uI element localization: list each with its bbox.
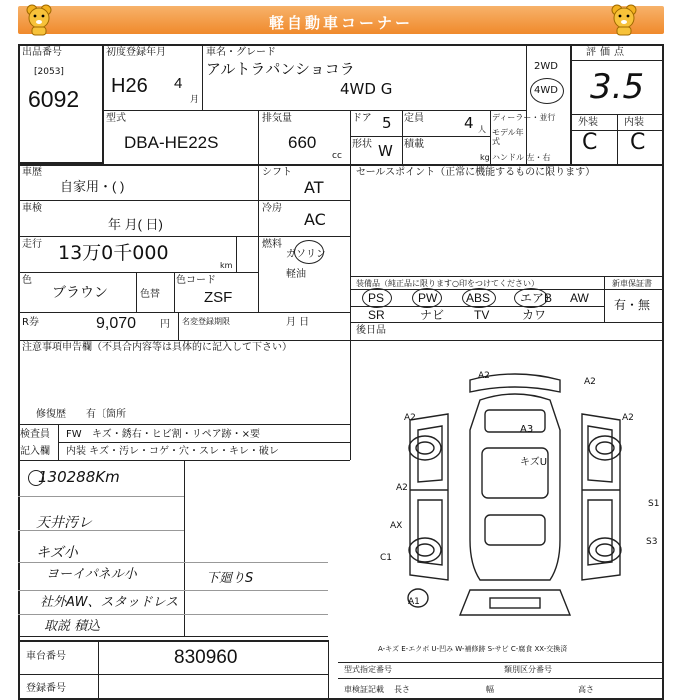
mileage: 13万0千000 (58, 242, 169, 264)
type-designation-label: 型式指定番号 (344, 665, 392, 674)
usage-label: 車歴 (22, 167, 42, 178)
handwritten-mileage: 130288Km (38, 468, 120, 486)
grade: 4WD G (340, 80, 393, 98)
mark-a2-side: A2 (396, 483, 408, 493)
recycle-label: R券 (22, 317, 39, 328)
doors: 5 (382, 114, 392, 132)
mileage-mark-circle (28, 470, 44, 486)
diagram-legend: A-キズ E-エクボ U-凹み W-補修跡 S-サビ C-腐食 XX-交換済 (378, 645, 568, 653)
equipment-label: 装備品（純正品に限ります○印をつけてください） (356, 279, 539, 288)
sales-points-label: セールスポイント（正常に機能するものに限ります） (356, 167, 596, 178)
new-tax-value: 有・無 (614, 298, 651, 312)
arrival-label: 後日品 (356, 325, 386, 336)
mileage-label: 走行 (22, 239, 42, 250)
displacement-unit: cc (332, 151, 342, 161)
equip-airbag-circle (514, 288, 548, 308)
equip-leather: カワ (522, 308, 547, 322)
mark-a2-left: A2 (404, 413, 416, 423)
capacity-label: 定員 (404, 113, 424, 124)
equip-abs-circle (462, 288, 496, 308)
mark-a2-right: A2 (622, 413, 634, 423)
bear-logo-left (22, 2, 56, 36)
name-change-value: 月 日 (286, 317, 310, 328)
bear-logo-right (607, 2, 641, 36)
displacement-label: 排気量 (262, 113, 292, 124)
color-code-label: 色コード (176, 275, 216, 286)
fuel-label: 燃料 (262, 239, 282, 250)
height-label: 高さ (578, 685, 594, 694)
handwritten-note6: 下廻りS (206, 571, 254, 586)
fuel-option-diesel: 軽油 (286, 269, 306, 280)
repair-label: 修復歴 (36, 409, 66, 420)
lot-no-label: 出品番号 (22, 47, 62, 58)
name-change-label: 名変登録期限 (182, 317, 230, 326)
first-reg-month: 4 (174, 75, 183, 92)
ac: AC (304, 210, 326, 229)
banner-title: 軽自動車コーナー (268, 14, 413, 32)
width-label: 幅 (486, 685, 494, 694)
mark-a2-top-right: A2 (584, 377, 596, 387)
shape-label: 形状 (352, 139, 372, 150)
ac-label: 冷房 (262, 203, 282, 214)
equip-abs: ABS (466, 291, 491, 305)
mileage-unit: km (220, 261, 233, 270)
model-label: 型式 (106, 113, 126, 124)
inspector-label: 検査員 (20, 429, 50, 440)
chassis-label: 車台番号 (26, 651, 66, 662)
exterior-label: 外装 (578, 117, 598, 128)
score: 3.5 (590, 67, 645, 107)
handwritten-note5: 取説 積込 (44, 619, 101, 634)
handwritten-note1: 天井汚レ (36, 515, 92, 531)
lot-sub: [2053] (34, 67, 64, 77)
mark-s3: S3 (646, 537, 658, 547)
banner (18, 6, 664, 34)
exterior-grade: C (582, 130, 598, 155)
equip-pw-circle (412, 288, 442, 308)
inspect-items: キズ・銹右・ヒビ割・リペア跡・×要 (92, 429, 260, 440)
first-reg-label: 初度登録年月 (106, 47, 166, 58)
recycle: 9,070 (96, 315, 137, 332)
fw-label: FW (66, 429, 82, 440)
entry-items: 内装 キズ・汚レ・コゲ・穴・スレ・キレ・破レ (66, 446, 279, 457)
handwritten-note2: キズ小 (36, 545, 78, 561)
displacement: 660 (288, 133, 317, 152)
capacity: 4 (464, 114, 474, 132)
equip-navi: ナビ (420, 308, 445, 322)
equip-sr: SR (368, 308, 385, 322)
interior-label: 内装 (624, 117, 644, 128)
color-label: 色 (22, 275, 32, 286)
capacity-unit: 人 (478, 125, 486, 134)
name-grade-label: 車名・グレード (206, 47, 276, 58)
interior-grade: C (630, 130, 646, 155)
handwritten-note4: 社外AW、スタッドレス (40, 595, 179, 610)
repair-value: 有〔箇所 (86, 409, 126, 420)
handle-label: ハンドル 左・右 (492, 153, 551, 162)
inspection-label: 車検 (22, 203, 42, 214)
fuel-option-gasoline: ガソリン (286, 249, 326, 260)
dealer-label: ディーラー・並行 (492, 113, 556, 122)
load-unit: kg (480, 153, 490, 162)
category-label: 類別区分番号 (504, 665, 552, 674)
equip-ps: PS (368, 291, 385, 305)
mark-a1: A1 (408, 597, 420, 607)
usage: 自家用・( ) (60, 179, 125, 194)
doors-label: ドア (352, 113, 372, 124)
equip-pw: PW (418, 291, 438, 305)
equip-aw: AW (570, 291, 589, 305)
score-label: 評価点 (586, 47, 628, 58)
load-label: 積載 (404, 139, 424, 150)
length-label: 長さ (394, 685, 410, 694)
month-unit: 月 (190, 95, 200, 105)
mark-c1: C1 (380, 553, 393, 563)
chassis-no: 830960 (174, 647, 238, 668)
color: ブラウン (52, 285, 108, 301)
mark-a3: A3 (520, 424, 534, 435)
mark-scratch-u: キズU (520, 457, 548, 468)
new-tax-label: 新車保証書 (612, 279, 652, 288)
drive-2wd: 2WD (534, 61, 558, 72)
mark-ax: AX (390, 521, 403, 531)
drive-4wd: 4WD (534, 85, 558, 96)
lot-no: 6092 (28, 86, 80, 112)
notes-label: 注意事項申告欄（不具合内容等は具体的に記入して下さい） (22, 342, 292, 353)
handwritten-note3: ヨーイパネル小 (46, 567, 137, 582)
equip-airbag: エアB (520, 291, 553, 305)
equip-tv: TV (474, 308, 490, 322)
recycle-unit: 円 (160, 319, 170, 330)
cert-label: 車検証記載 (344, 685, 384, 694)
mark-s1: S1 (648, 499, 660, 509)
shape: W (378, 142, 393, 160)
shift: AT (304, 178, 324, 197)
model: DBA-HE22S (124, 133, 219, 152)
model-year-label: モデル年式 (492, 128, 524, 146)
car-name: アルトラパンショコラ (206, 60, 355, 78)
entry-label: 記入欄 (20, 446, 50, 457)
inspection: 年 月( 日) (108, 217, 163, 232)
first-reg-year: H26 (111, 75, 148, 97)
equip-ps-circle (362, 288, 392, 308)
mark-a2-top: A2 (478, 371, 490, 381)
shift-label: シフト (262, 167, 292, 178)
color-change-label: 色替 (140, 289, 160, 300)
color-code: ZSF (204, 289, 233, 306)
registration-label: 登録番号 (26, 683, 66, 694)
